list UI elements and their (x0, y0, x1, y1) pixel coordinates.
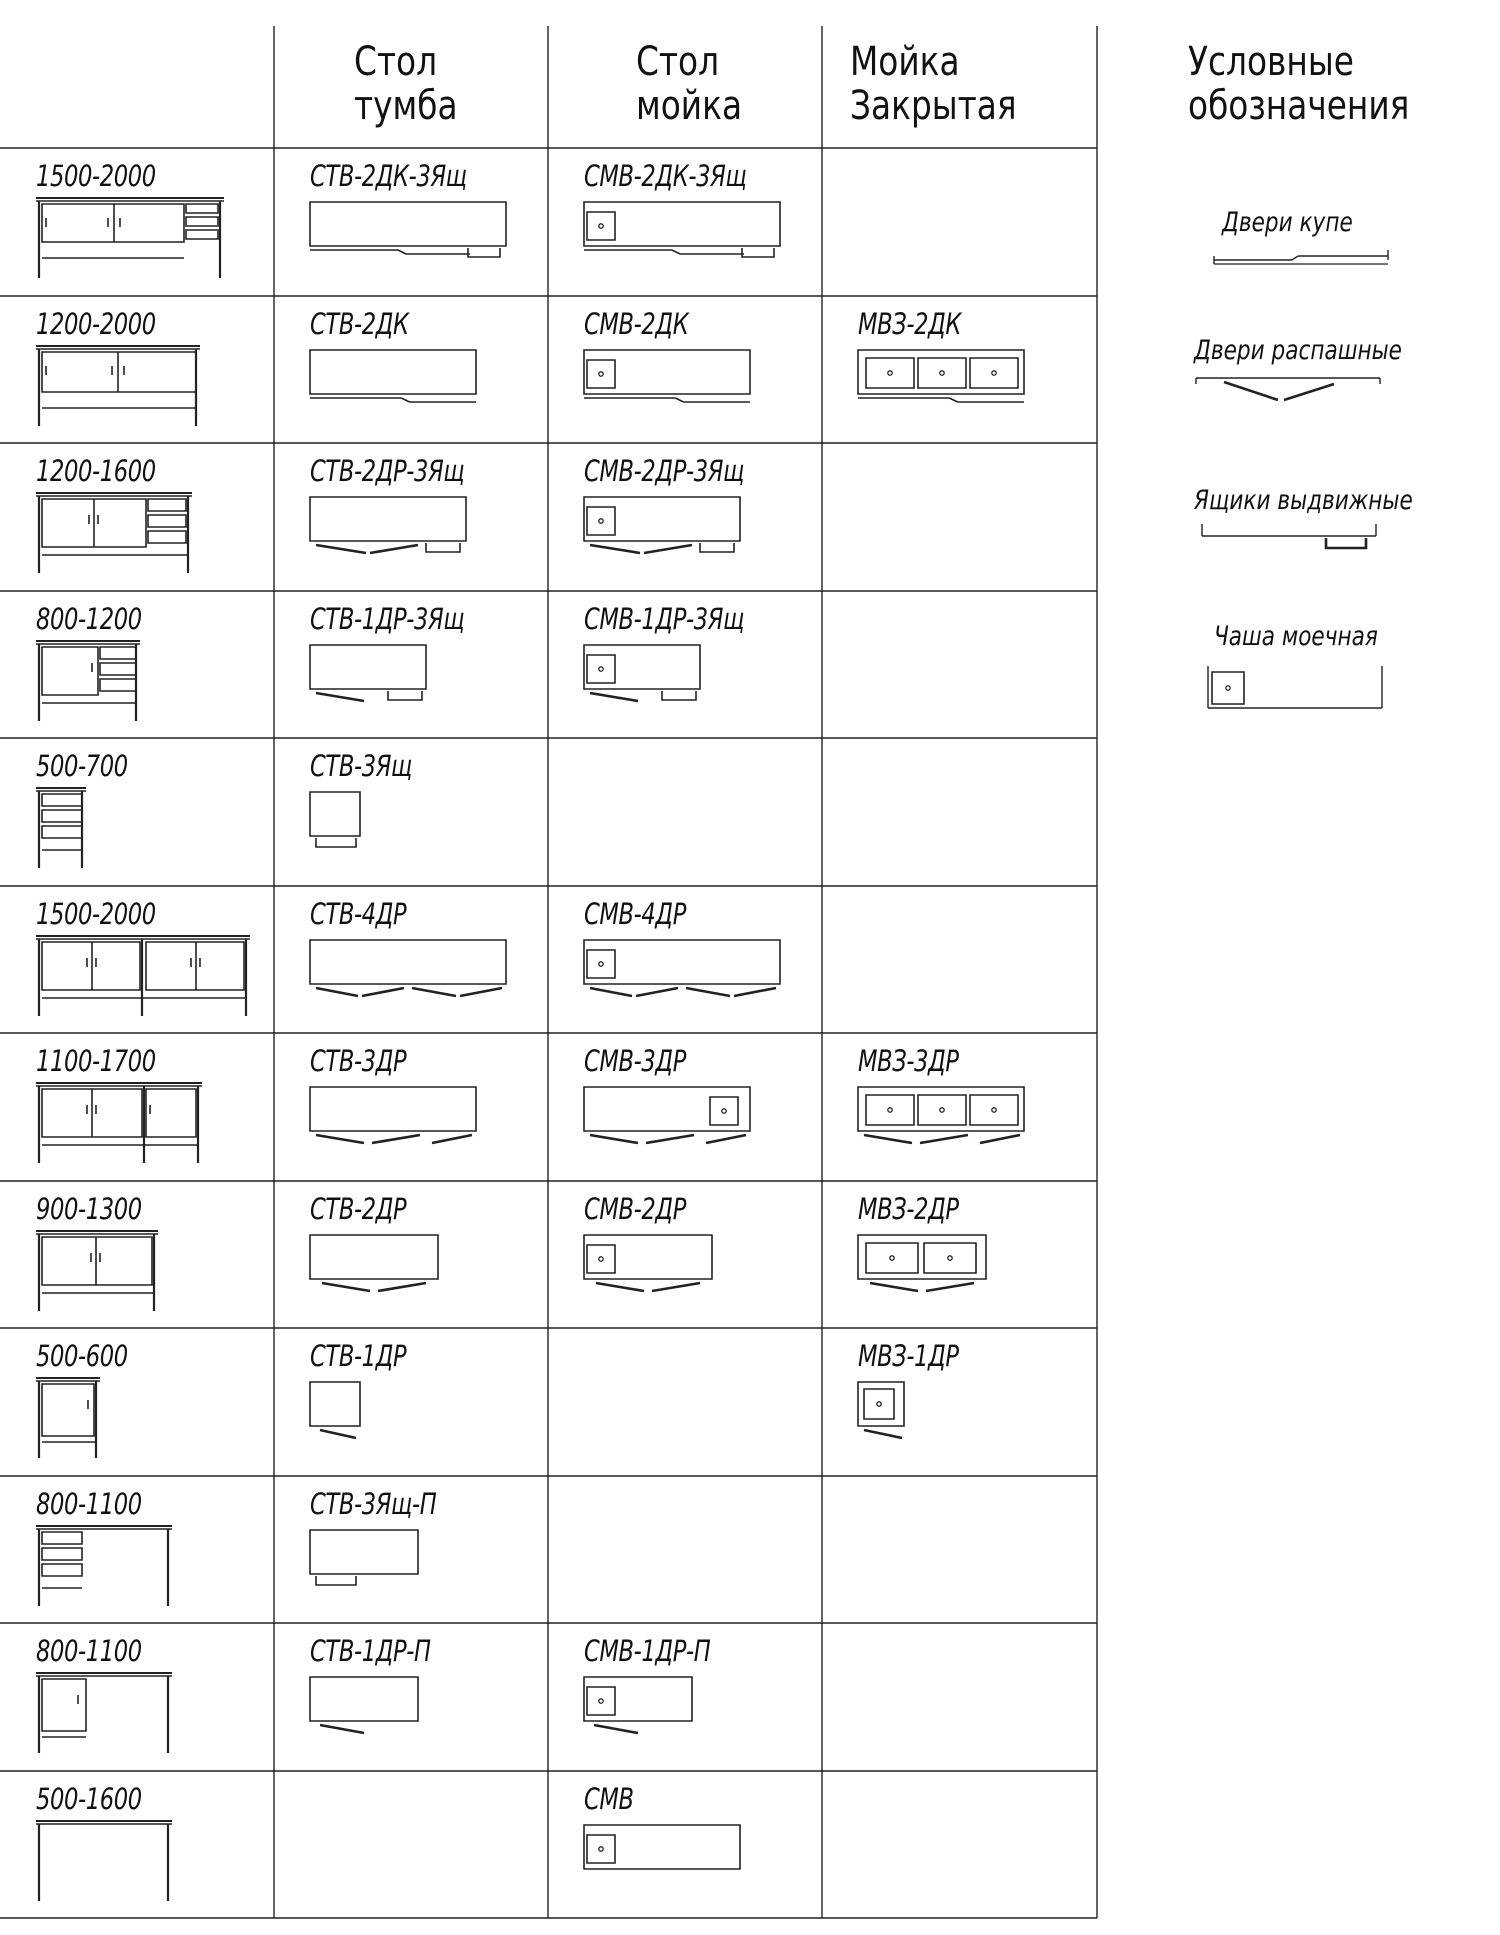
table-front-elevation-icon (34, 780, 264, 876)
table-sink-plan-icon (582, 938, 792, 1008)
table-front-elevation-icon (34, 1665, 264, 1761)
legend-label: Чаша моечная (1214, 621, 1378, 652)
row-size-range: 500-600 (36, 1339, 128, 1373)
model-code-table-sink: СМВ-2ДК (584, 306, 689, 341)
legend-label: Двери распашные (1194, 335, 1402, 366)
table-sink-plan-icon (582, 1823, 792, 1893)
model-code-table-cabinet: СТВ-1ДР-3Ящ (310, 601, 465, 636)
row-size-range: 900-1300 (36, 1191, 142, 1226)
header-col-table-sink: Стол мойка (636, 39, 743, 129)
model-code-table-cabinet: СТВ-3Ящ-П (310, 1486, 437, 1521)
table-sink-plan-icon (582, 348, 792, 418)
legend-label: Двери купе (1222, 207, 1353, 238)
model-code-closed-sink: МВЗ-3ДР (858, 1044, 959, 1078)
closed-sink-plan-icon (856, 1085, 1066, 1155)
model-code-table-cabinet: СТВ-4ДР (310, 896, 407, 931)
model-code-table-cabinet: СТВ-3ДР (310, 1044, 407, 1078)
closed-sink-plan-icon (856, 348, 1066, 418)
table-front-elevation-icon (34, 1813, 264, 1909)
sliding-doors-icon (1212, 244, 1392, 268)
model-code-table-cabinet: СТВ-1ДР-П (310, 1634, 431, 1668)
table-sink-plan-icon (582, 1675, 792, 1745)
header-col-table-cabinet: Стол тумба (354, 39, 458, 129)
table-front-elevation-icon (34, 928, 264, 1024)
table-sink-plan-icon (582, 1085, 792, 1155)
model-code-table-cabinet: СТВ-2ДР (310, 1191, 407, 1226)
table-front-elevation-icon (34, 1075, 264, 1171)
closed-sink-plan-icon (856, 1233, 1066, 1303)
header-col-closed-sink: Мойка Закрытая (850, 39, 1017, 129)
model-code-closed-sink: МВЗ-2ДК (858, 306, 962, 341)
table-cabinet-plan-icon (308, 200, 518, 270)
row-size-range: 1500-2000 (36, 159, 156, 193)
table-cabinet-plan-icon (308, 495, 518, 565)
table-front-elevation-icon (34, 485, 264, 581)
row-size-range: 1500-2000 (36, 896, 156, 931)
row-size-range: 800-1100 (36, 1486, 142, 1521)
table-cabinet-plan-icon (308, 1528, 518, 1598)
table-sink-plan-icon (582, 1233, 792, 1303)
table-sink-plan-icon (582, 495, 792, 565)
row-size-range: 500-1600 (36, 1781, 142, 1816)
model-code-table-sink: СМВ-2ДК-3Ящ (584, 159, 747, 193)
row-size-range: 1100-1700 (36, 1044, 156, 1078)
row-size-range: 500-700 (36, 749, 128, 783)
table-front-elevation-icon (34, 633, 264, 729)
table-front-elevation-icon (34, 1518, 264, 1614)
table-cabinet-plan-icon (308, 1233, 518, 1303)
model-code-table-sink: СМВ-1ДР-П (584, 1634, 711, 1668)
model-code-table-sink: СМВ-1ДР-3Ящ (584, 601, 744, 636)
header-legend: Условные обозначения (1188, 39, 1410, 129)
sink-bowl-icon (1206, 664, 1386, 714)
table-front-elevation-icon (34, 1370, 264, 1466)
table-sink-plan-icon (582, 643, 792, 713)
model-code-table-sink: СМВ-4ДР (584, 896, 686, 931)
table-cabinet-plan-icon (308, 790, 518, 860)
row-size-range: 800-1100 (36, 1634, 142, 1668)
table-front-elevation-icon (34, 190, 264, 286)
model-code-table-cabinet: СТВ-2ДК (310, 306, 409, 341)
row-size-range: 800-1200 (36, 601, 142, 636)
table-cabinet-plan-icon (308, 1380, 518, 1450)
model-code-closed-sink: МВЗ-2ДР (858, 1191, 959, 1226)
table-cabinet-plan-icon (308, 348, 518, 418)
model-code-table-cabinet: СТВ-1ДР (310, 1339, 407, 1373)
model-code-table-sink: СМВ-3ДР (584, 1044, 686, 1078)
model-code-table-cabinet: СТВ-2ДК-3Ящ (310, 159, 467, 193)
model-code-table-sink: СМВ (584, 1781, 634, 1816)
table-cabinet-plan-icon (308, 1085, 518, 1155)
model-code-table-sink: СМВ-2ДР-3Ящ (584, 454, 744, 488)
model-code-closed-sink: МВЗ-1ДР (858, 1339, 959, 1373)
table-sink-plan-icon (582, 200, 792, 270)
model-code-table-cabinet: СТВ-3Ящ (310, 749, 412, 783)
row-size-range: 1200-2000 (36, 306, 156, 341)
table-cabinet-plan-icon (308, 938, 518, 1008)
table-cabinet-plan-icon (308, 1675, 518, 1745)
model-code-table-sink: СМВ-2ДР (584, 1191, 686, 1226)
hinged-doors-icon (1194, 376, 1384, 406)
row-size-range: 1200-1600 (36, 454, 156, 488)
table-front-elevation-icon (34, 1223, 264, 1319)
table-front-elevation-icon (34, 338, 264, 434)
drawers-icon (1200, 522, 1380, 556)
table-cabinet-plan-icon (308, 643, 518, 713)
closed-sink-plan-icon (856, 1380, 1066, 1450)
legend-label: Ящики выдвижные (1194, 485, 1413, 516)
model-code-table-cabinet: СТВ-2ДР-3Ящ (310, 454, 465, 488)
